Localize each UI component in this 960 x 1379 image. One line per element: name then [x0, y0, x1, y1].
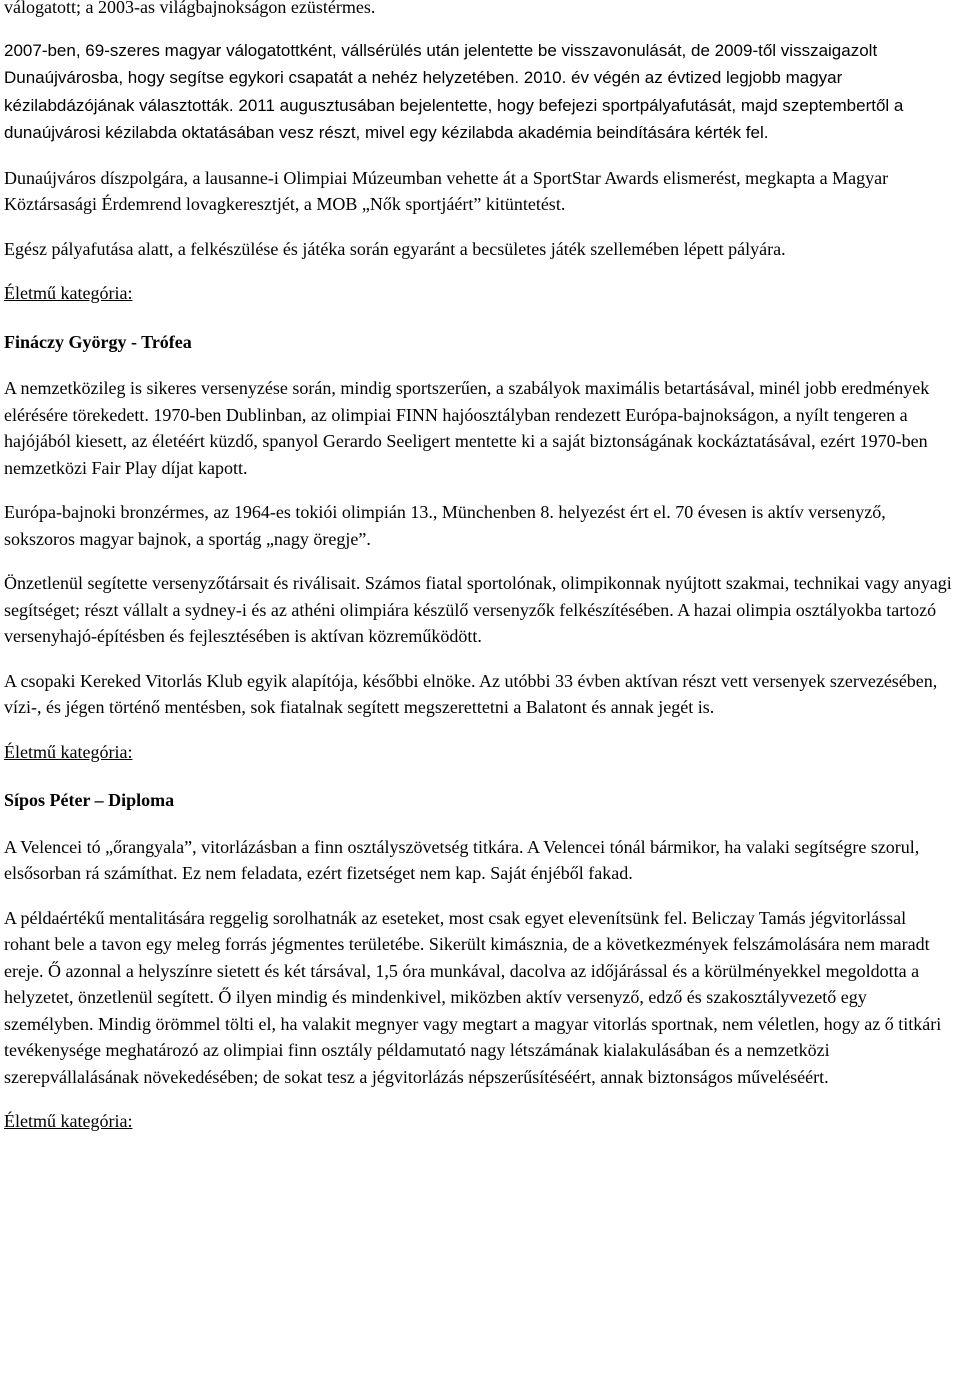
section-heading-lifetime-3: Életmű kategória:	[4, 1111, 133, 1131]
paragraph-fair-play: Egész pályafutása alatt, a felkészülése és játéka során egyaránt a becsületes játék szellemében lépett pályára.	[4, 238, 786, 259]
document-page	[4, 0, 952, 1157]
paragraph-finaczy-1: A nemzetközileg is sikeres versenyzése során, mindig sportszerűen, a szabályok maximális betartásával, minél jobb eredmények elérésére törekedett. 1970-ben Dublinban, az olimpiai FINN hajóosztályban rendezett Európa-bajnokságon, a nyílt tengeren a hajójából kiesett, az életéért küzdő, spanyol Gerardo Seeligert mentette ki a saját biztonságának kockáztatásával, ezért 1970-ben nemzetközi Fair Play díjat kapott.	[4, 378, 930, 478]
paragraph-career-end-part1: 2007-ben, 69-szeres magyar válogatottként, vállsérülés után jelentette be visszavonulását, de 2009-től visszaigazolt Dunaújvárosba, hogy segítse egykori csapatát a nehéz helyzetében. 2010. év végén az évtized legjobb magyar kézilabdázójának választották.	[4, 40, 878, 115]
paragraph-intro-continuation: válogatott; a 2003-as világbajnokságon ezüstérmes.	[4, 0, 376, 17]
award-name-sipos: Sípos Péter – Diploma	[4, 790, 175, 810]
paragraph-sipos-1: A Velencei tó „őrangyala”, vitorlázásban a finn osztályszövetség titkára. A Velencei tónál bármikor, ha valaki segítségre szorul, elsősorban rá számíthat. Ez nem feladata, ezért fizetséget nem kap. Saját énjéből fakad.	[4, 836, 920, 883]
paragraph-career-end-part2: 2011 augusztusában bejelentette, hogy befejezi sportpályafutását, majd szeptembertől a dunaújvárosi kézilabda oktatásában vesz részt, mivel egy kézilabda akadémia beindítására kérték fel.	[4, 95, 904, 142]
paragraph-sipos-2: A példaértékű mentalitására reggelig sorolhatnák az eseteket, most csak egyet elevenítsünk fel. Beliczay Tamás jégvitorlással rohant bele a tavon egy meleg forrás jégmentes területébe. Sikerült kimásznia, de a következmények felszámolására nem maradt ereje. Ő azonnal a helyszínre sietett és két társával, 1,5 óra munkával, dacolva az időjárással és a körülményekkel megoldotta a helyzetet, önzetlenül segített. Ő ilyen mindig és mindenkivel, miközben aktív versenyző, edző és szakosztályvezető egy személyben. Mindig örömmel tölti el, ha valakit megnyer vagy megtart a magyar vitorlás sportnak, nem véletlen, hogy az ő titkári tevékenysége meghatározó az olimpiai finn osztály példamutató nagy létszámának kialakulásában és a nemzetközi szerepvállalásának növekedésében; de sokat tesz a jégvitorlázás népszerűsítéséért, annak biztonságos műveléséért.	[4, 907, 942, 1087]
section-heading-lifetime-2: Életmű kategória:	[4, 741, 133, 762]
paragraph-honors: Dunaújváros díszpolgára, a lausanne-i Olimpiai Múzeumban vehette át a SportStar Awards elismerést, megkapta a Magyar Köztársasági Érdemrend lovagkeresztjét, a MOB „Nők sportjáért” kitüntetést.	[4, 167, 889, 214]
paragraph-finaczy-2: Európa-bajnoki bronzérmes, az 1964-es tokiói olimpián 13., Münchenben 8. helyezést ért el. 70 évesen is aktív versenyző, sokszoros magyar bajnok, a sportág „nagy öregje”.	[4, 502, 886, 549]
paragraph-finaczy-4: A csopaki Kereked Vitorlás Klub egyik alapítója, későbbi elnöke. Az utóbbi 33 évben aktívan részt vett versenyek szervezésében, vízi-, és jégen történő mentésben, sok fiatalnak segített megszerettetni a Balatont és annak jegét is.	[4, 670, 938, 717]
paragraph-finaczy-3: Önzetlenül segítette versenyzőtársait és riválisait. Számos fiatal sportolónak, olimpikonnak nyújtott szakmai, technikai vagy anyagi segítséget; részt vállalt a sydney-i és az athéni olimpiára készülő versenyzők felkészítésében. A hazai olimpia osztályokba tartozó versenyhajó-építésben és fejlesztésében is aktívan közreműködött.	[4, 573, 952, 646]
award-name-finaczy: Fináczy György - Trófea	[4, 331, 192, 352]
section-heading-lifetime-1: Életmű kategória:	[4, 283, 133, 303]
paragraph-career-end	[4, 37, 952, 147]
